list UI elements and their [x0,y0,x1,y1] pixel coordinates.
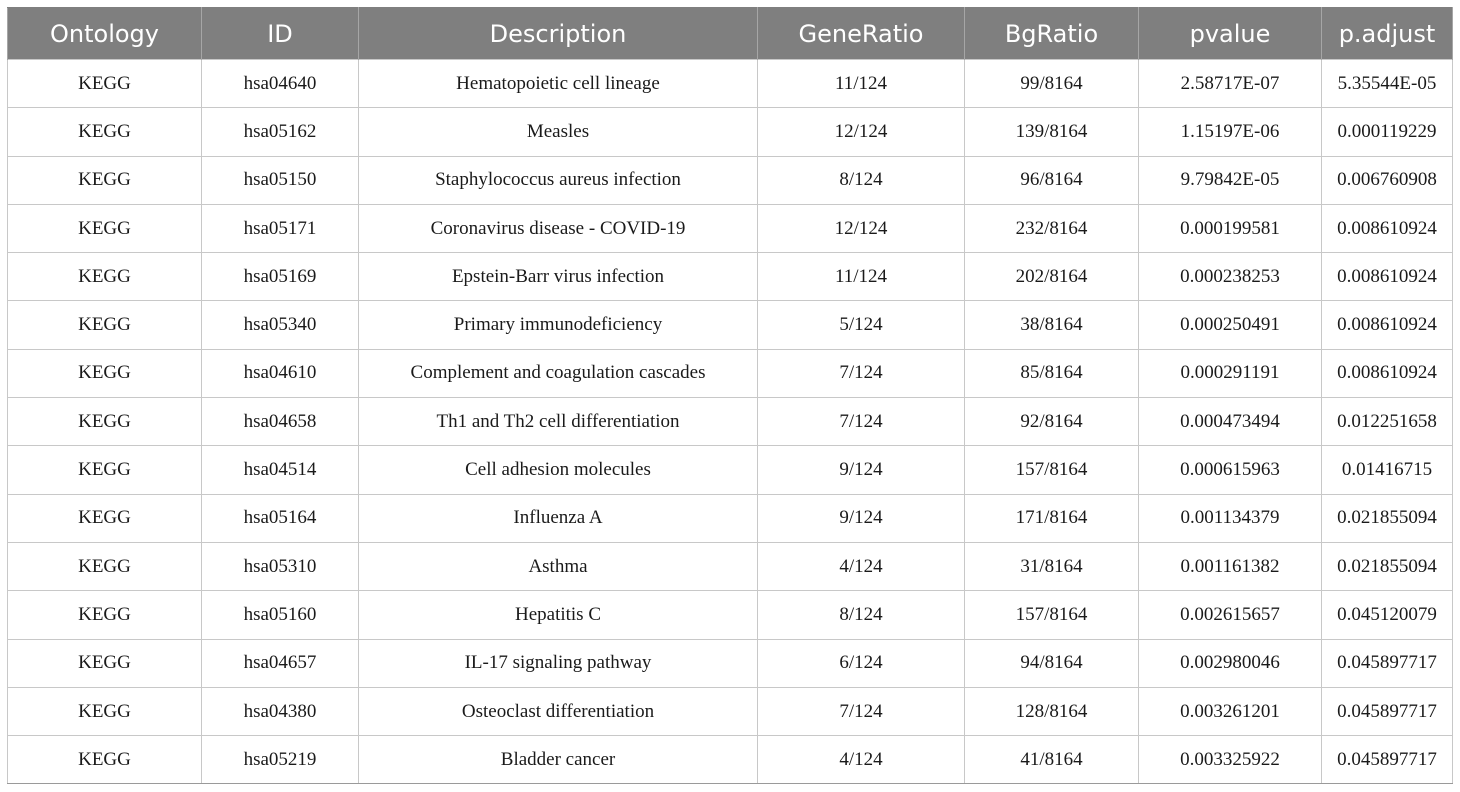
cell-bgratio: 96/8164 [965,156,1139,204]
cell-description: Osteoclast differentiation [359,687,758,735]
cell-ontology: KEGG [8,301,202,349]
cell-id: hsa04610 [202,349,359,397]
header-generatio: GeneRatio [758,8,965,60]
cell-padjust: 0.045897717 [1322,687,1453,735]
header-bgratio: BgRatio [965,8,1139,60]
cell-padjust: 5.35544E-05 [1322,60,1453,108]
cell-generatio: 8/124 [758,591,965,639]
table-row [8,301,1453,349]
table-row [8,687,1453,735]
cell-padjust: 0.006760908 [1322,156,1453,204]
cell-padjust: 0.012251658 [1322,398,1453,446]
kegg-enrichment-table [7,7,1453,784]
cell-padjust: 0.045897717 [1322,639,1453,687]
cell-description: Hematopoietic cell lineage [359,60,758,108]
header-padjust: p.adjust [1322,8,1453,60]
cell-id: hsa05340 [202,301,359,349]
table-row [8,639,1453,687]
cell-pvalue: 0.000238253 [1139,253,1322,301]
cell-padjust: 0.008610924 [1322,204,1453,252]
cell-padjust: 0.01416715 [1322,446,1453,494]
cell-bgratio: 92/8164 [965,398,1139,446]
cell-id: hsa04658 [202,398,359,446]
table-row [8,398,1453,446]
cell-bgratio: 202/8164 [965,253,1139,301]
table-row [8,591,1453,639]
cell-pvalue: 0.001134379 [1139,494,1322,542]
cell-id: hsa05169 [202,253,359,301]
cell-bgratio: 85/8164 [965,349,1139,397]
table-row [8,253,1453,301]
table-row [8,494,1453,542]
cell-pvalue: 9.79842E-05 [1139,156,1322,204]
cell-pvalue: 2.58717E-07 [1139,60,1322,108]
cell-generatio: 12/124 [758,204,965,252]
header-pvalue: pvalue [1139,8,1322,60]
cell-pvalue: 0.000250491 [1139,301,1322,349]
table-row [8,156,1453,204]
cell-padjust: 0.021855094 [1322,494,1453,542]
cell-ontology: KEGG [8,639,202,687]
cell-generatio: 7/124 [758,687,965,735]
cell-description: Th1 and Th2 cell differentiation [359,398,758,446]
header-description: Description [359,8,758,60]
cell-generatio: 9/124 [758,494,965,542]
cell-description: Cell adhesion molecules [359,446,758,494]
cell-description: Complement and coagulation cascades [359,349,758,397]
cell-description: Staphylococcus aureus infection [359,156,758,204]
cell-ontology: KEGG [8,253,202,301]
cell-bgratio: 232/8164 [965,204,1139,252]
cell-description: Measles [359,108,758,156]
cell-ontology: KEGG [8,687,202,735]
cell-bgratio: 157/8164 [965,591,1139,639]
cell-pvalue: 0.003325922 [1139,736,1322,784]
cell-bgratio: 41/8164 [965,736,1139,784]
cell-generatio: 11/124 [758,60,965,108]
cell-pvalue: 0.001161382 [1139,542,1322,590]
cell-id: hsa05164 [202,494,359,542]
cell-description: Asthma [359,542,758,590]
cell-generatio: 4/124 [758,542,965,590]
cell-ontology: KEGG [8,398,202,446]
cell-padjust: 0.008610924 [1322,301,1453,349]
cell-generatio: 12/124 [758,108,965,156]
table-body [8,60,1453,784]
cell-description: Coronavirus disease - COVID-19 [359,204,758,252]
cell-id: hsa05171 [202,204,359,252]
cell-description: Bladder cancer [359,736,758,784]
cell-description: Primary immunodeficiency [359,301,758,349]
cell-ontology: KEGG [8,60,202,108]
header-ontology: Ontology [8,8,202,60]
table-header [8,8,1453,60]
table-row [8,204,1453,252]
cell-description: IL-17 signaling pathway [359,639,758,687]
cell-pvalue: 0.002615657 [1139,591,1322,639]
cell-bgratio: 139/8164 [965,108,1139,156]
header-id: ID [202,8,359,60]
cell-generatio: 7/124 [758,398,965,446]
cell-description: Hepatitis C [359,591,758,639]
cell-ontology: KEGG [8,494,202,542]
cell-padjust: 0.045897717 [1322,736,1453,784]
cell-id: hsa04514 [202,446,359,494]
cell-bgratio: 31/8164 [965,542,1139,590]
table-row [8,542,1453,590]
cell-bgratio: 94/8164 [965,639,1139,687]
cell-pvalue: 0.000615963 [1139,446,1322,494]
cell-generatio: 6/124 [758,639,965,687]
cell-pvalue: 0.000291191 [1139,349,1322,397]
cell-pvalue: 1.15197E-06 [1139,108,1322,156]
cell-id: hsa05162 [202,108,359,156]
cell-bgratio: 38/8164 [965,301,1139,349]
cell-description: Influenza A [359,494,758,542]
cell-ontology: KEGG [8,204,202,252]
table-row [8,446,1453,494]
cell-padjust: 0.008610924 [1322,349,1453,397]
cell-bgratio: 157/8164 [965,446,1139,494]
cell-padjust: 0.000119229 [1322,108,1453,156]
cell-bgratio: 171/8164 [965,494,1139,542]
cell-id: hsa04380 [202,687,359,735]
cell-pvalue: 0.000473494 [1139,398,1322,446]
cell-pvalue: 0.000199581 [1139,204,1322,252]
cell-padjust: 0.008610924 [1322,253,1453,301]
cell-padjust: 0.021855094 [1322,542,1453,590]
table-row [8,736,1453,784]
cell-padjust: 0.045120079 [1322,591,1453,639]
cell-pvalue: 0.003261201 [1139,687,1322,735]
cell-pvalue: 0.002980046 [1139,639,1322,687]
cell-generatio: 11/124 [758,253,965,301]
cell-ontology: KEGG [8,736,202,784]
cell-id: hsa05150 [202,156,359,204]
cell-bgratio: 128/8164 [965,687,1139,735]
cell-ontology: KEGG [8,591,202,639]
table-row [8,108,1453,156]
cell-id: hsa05160 [202,591,359,639]
cell-generatio: 4/124 [758,736,965,784]
cell-id: hsa05310 [202,542,359,590]
cell-ontology: KEGG [8,542,202,590]
header-row [8,8,1453,60]
cell-ontology: KEGG [8,156,202,204]
cell-bgratio: 99/8164 [965,60,1139,108]
cell-generatio: 7/124 [758,349,965,397]
cell-ontology: KEGG [8,108,202,156]
cell-description: Epstein-Barr virus infection [359,253,758,301]
kegg-enrichment-table-container [7,7,1452,784]
cell-id: hsa04657 [202,639,359,687]
cell-ontology: KEGG [8,349,202,397]
table-row [8,349,1453,397]
cell-id: hsa05219 [202,736,359,784]
table-row [8,60,1453,108]
cell-ontology: KEGG [8,446,202,494]
cell-generatio: 8/124 [758,156,965,204]
cell-generatio: 9/124 [758,446,965,494]
cell-id: hsa04640 [202,60,359,108]
cell-generatio: 5/124 [758,301,965,349]
